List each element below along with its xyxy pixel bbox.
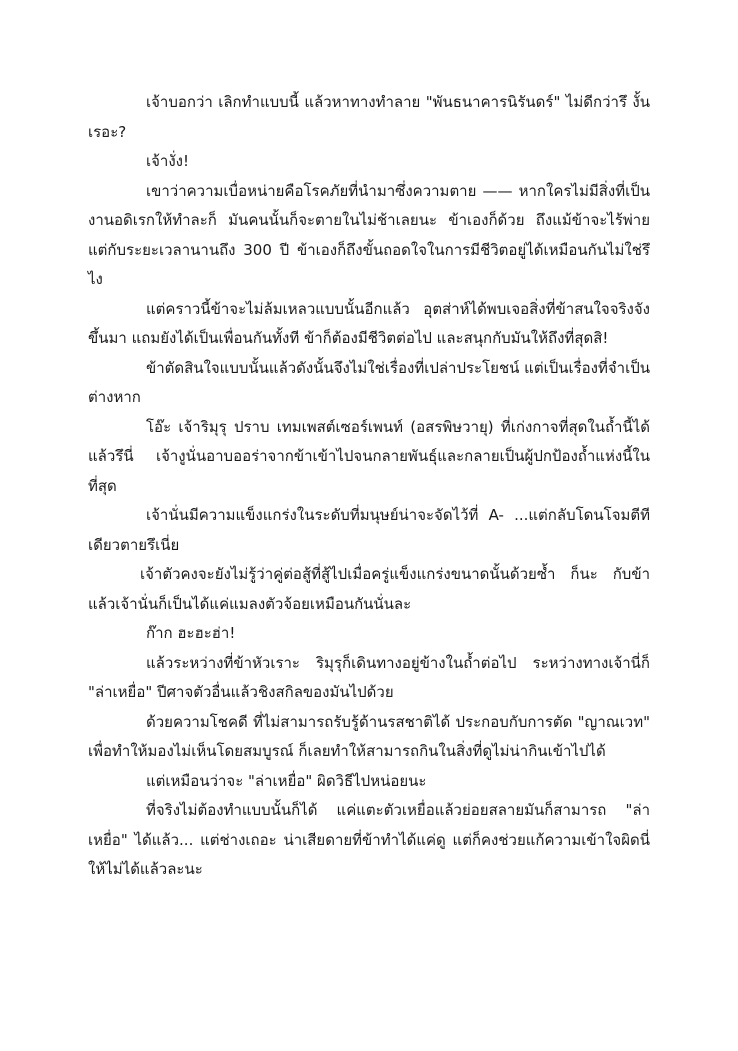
document-page (88, 88, 650, 885)
paragraph: เจ้างั่ง! (146, 152, 190, 170)
paragraph: โอ๊ะ เจ้าริมุรุ ปราบ เทมเพสต์เซอร์เพนท์ (อสรพิษวายุ) ที่เก่งกาจที่สุดในถ้ำนี้ได้แล้วรึนี่ เจ้างูนั่นอาบออร่าจากข้าเข้าไปจนกลายพันธุ์และกลายเป็นผู้ปกป้องถ้ำแห่งนี้ในที่สุด (88, 417, 650, 495)
paragraph: เจ้าบอกว่า เลิกทำแบบนี้ แล้วหาทางทำลาย "พันธนาคารนิรันดร์" ไม่ดีกว่ารึ งั้นเรอะ? (88, 93, 650, 141)
paragraph: ที่จริงไม่ต้องทำแบบนั้นก็ได้ แค่แตะตัวเหยื่อแล้วย่อยสลายมันก็สามารถ "ล่าเหยื่อ" ได้แล้ว... แต่ช่างเถอะ น่าเสียดายที่ข้าทำได้แค่ดู แต่ก็คงช่วยแก้ความเข้าใจผิดนี่ให้ไม่ได้แล้วละนะ (88, 801, 650, 878)
paragraph: เจ้าตัวคงจะยังไม่รู้ว่าคู่ต่อสู้ที่สู้ไปเมื่อครู่แข็งแกร่งขนาดนั้นด้วยซ้ำ ก็นะ กับข้าแล้วเจ้านั่นก็เป็นได้แค่แมลงตัวจ้อยเหมือนกันนั่นละ (88, 565, 650, 613)
paragraph: แล้วระหว่างที่ข้าหัวเราะ ริมุรุก็เดินทางอยู่ข้างในถ้ำต่อไป ระหว่างทางเจ้านี่ก็ "ล่าเหยื่อ" ปีศาจตัวอื่นแล้วชิงสกิลของมันไปด้วย (88, 653, 650, 701)
paragraph: ข้าตัดสินใจแบบนั้นแล้วดังนั้นจึงไม่ใช่เรื่องที่เปล่าประโยชน์ แต่เป็นเรื่องที่จำเป็นต่างหาก (88, 358, 650, 406)
paragraph: แต่เหมือนว่าจะ "ล่าเหยื่อ" ผิดวิธีไปหน่อยนะ (146, 771, 427, 790)
paragraph: ก๊าก ฮะฮะฮ่า! (146, 624, 236, 642)
paragraph: ด้วยความโชคดี ที่ไม่สามารถรับรู้ด้านรสชาติได้ ประกอบกับการตัด "ญาณเวท" เพื่อทำให้มองไม่เห็นโดยสมบูรณ์ ก็เลยทำให้สามารถกินในสิ่งที่ดูไม่น่ากินเข้าไปได้ (88, 712, 650, 760)
paragraph: แต่คราวนี้ข้าจะไม่ล้มเหลวแบบนั้นอีกแล้ว อุตส่าห์ได้พบเจอสิ่งที่ข้าสนใจจริงจังขึ้นมา แถมยังได้เป็นเพื่อนกันทั้งที ข้าก็ต้องมีชีวิตต่อไป และสนุกกับมันให้ถึงที่สุดสิ! (88, 299, 650, 347)
paragraph: เจ้านั่นมีความแข็งแกร่งในระดับที่มนุษย์น่าจะจัดไว้ที่ A- ...แต่กลับโดนโจมตีทีเดียวตายรึเนี่ย (88, 506, 650, 554)
paragraph: เขาว่าความเบื่อหน่ายคือโรคภัยที่นำมาซึ่งความตาย —— หากใครไม่มีสิ่งที่เป็นงานอดิเรกให้ทำละก็ มันคนนั้นก็จะตายในไม่ช้าเลยนะ ข้าเองก็ด้วย ถึงแม้ข้าจะไร้พ่าย แต่กับระยะเวลานานถึง 300 ปี ข้าเองก็ถึงขั้นถอดใจในการมีชีวิตอยู่ได้เหมือนกันไม่ใช่รึไง (88, 181, 650, 288)
